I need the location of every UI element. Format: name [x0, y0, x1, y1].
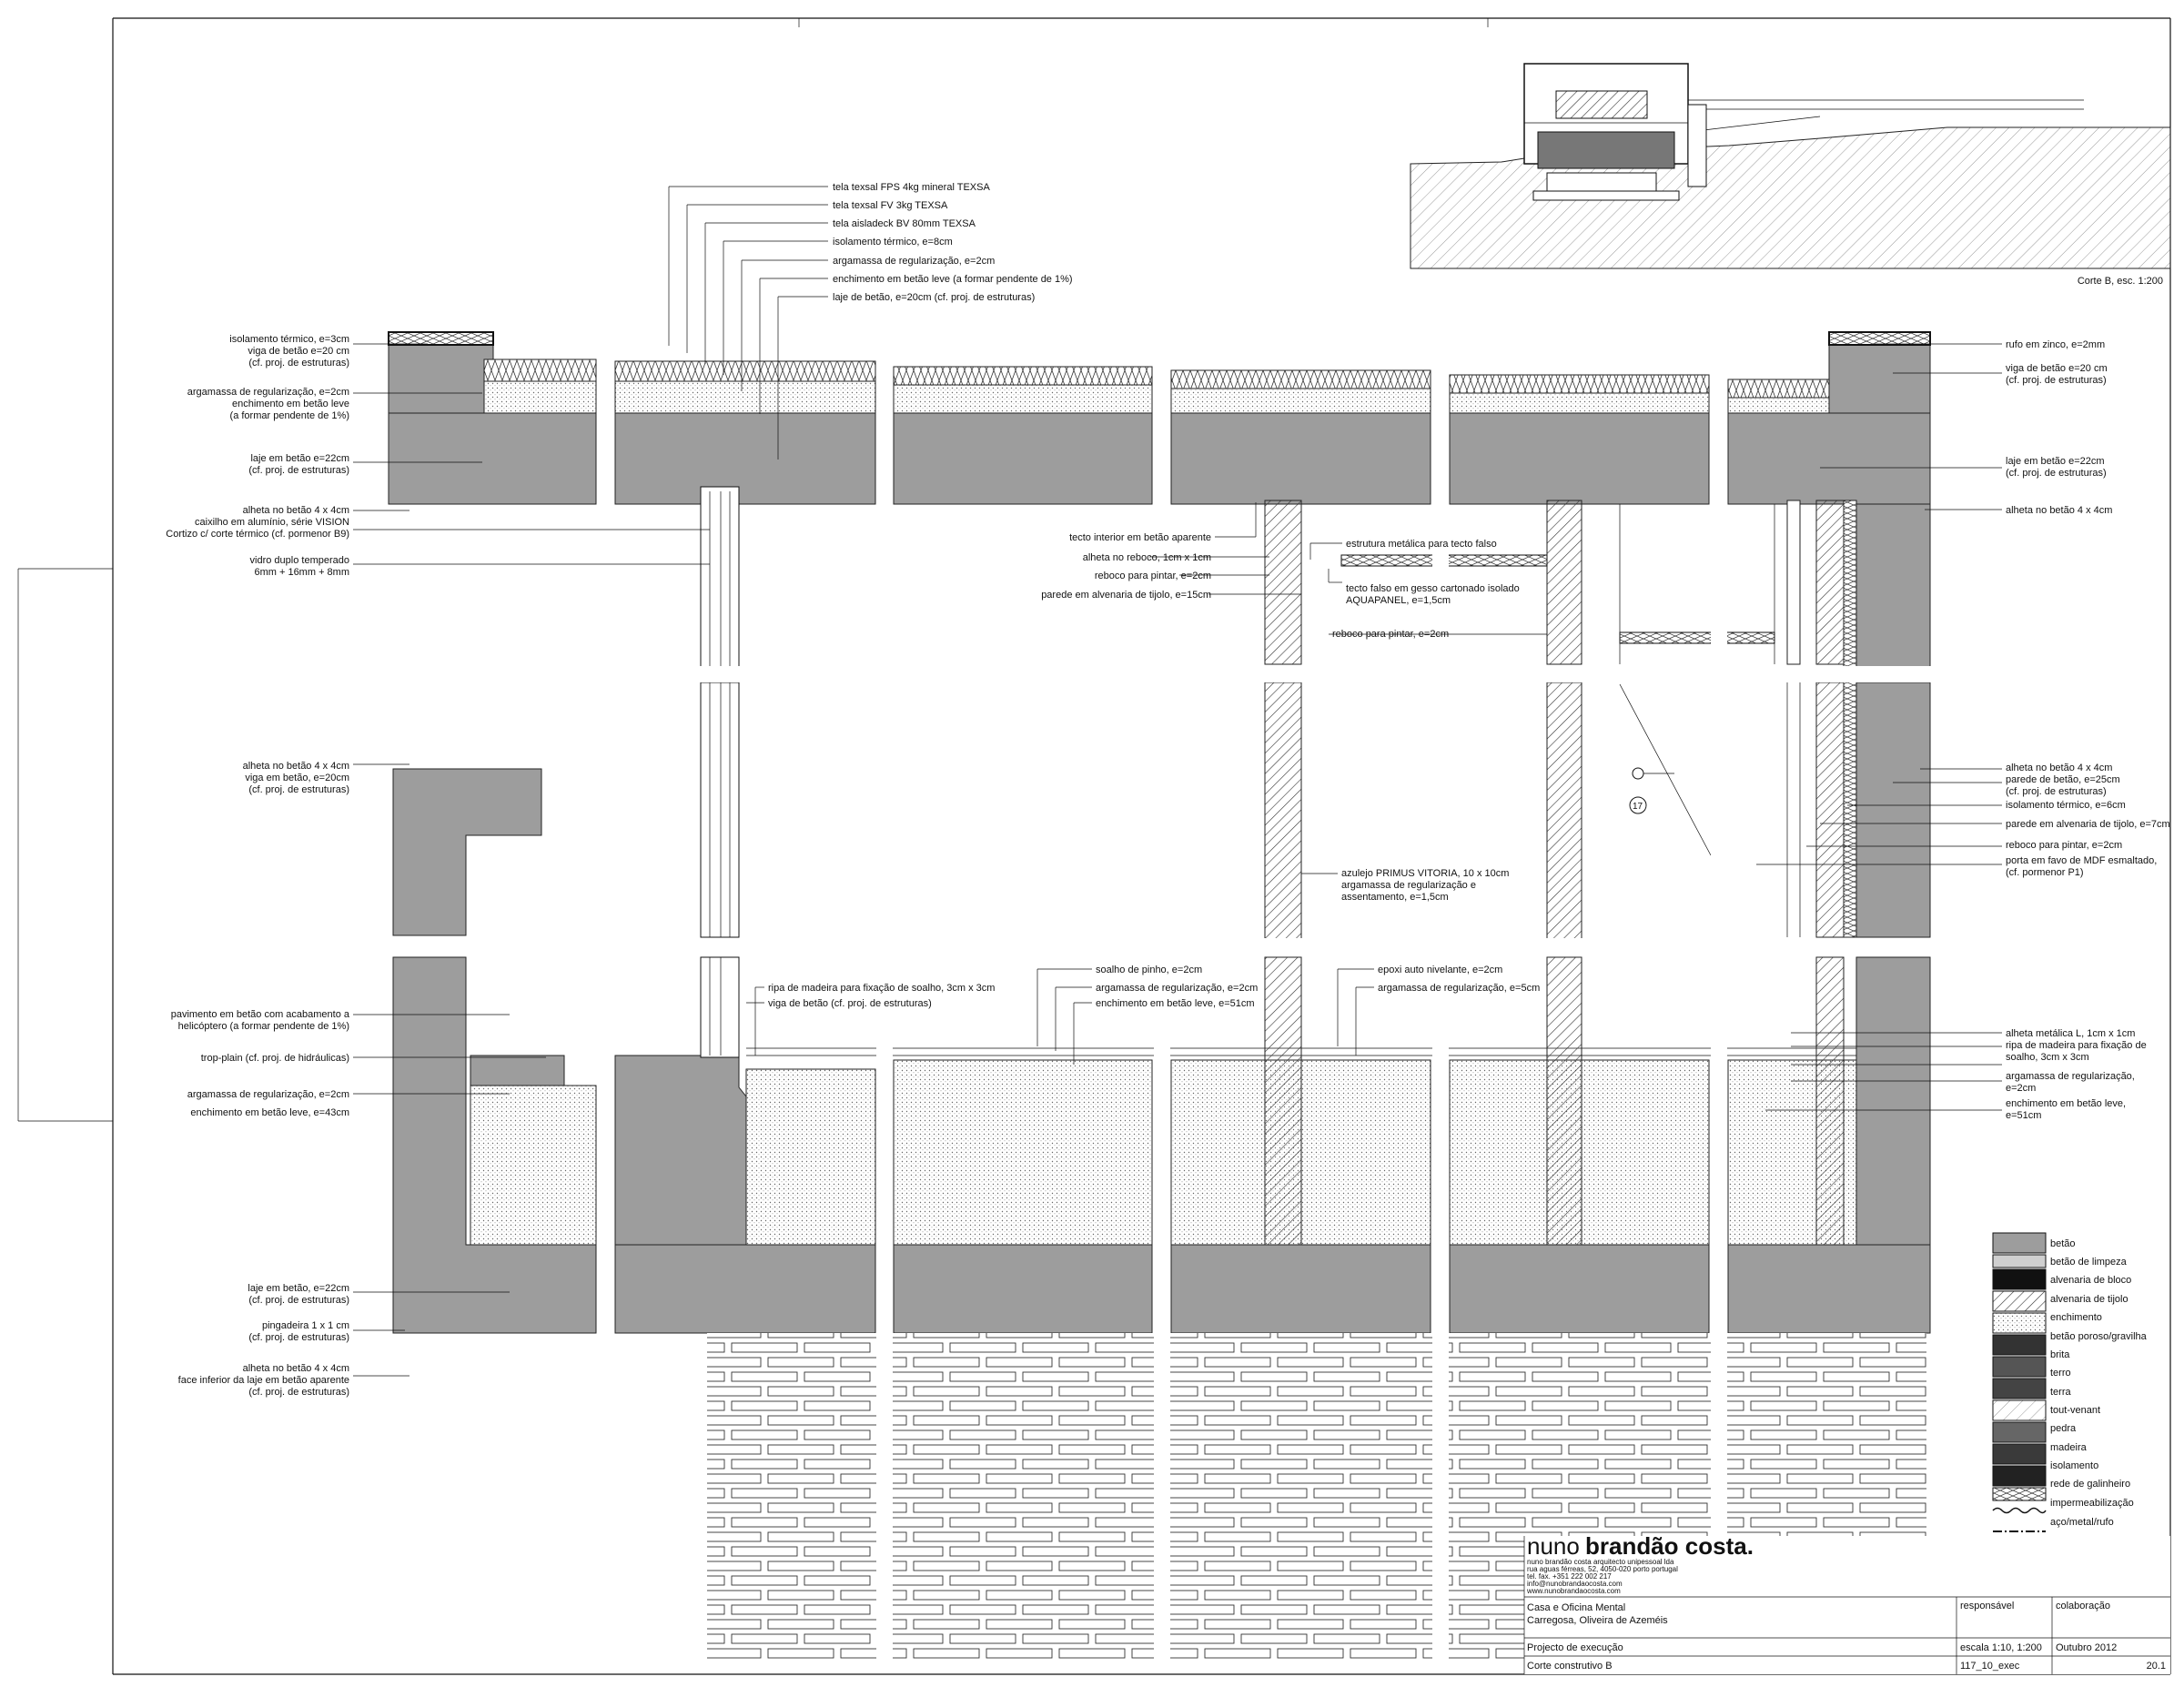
brand-light: nuno: [1527, 1532, 1580, 1560]
sheet-number: 20.1: [2146, 1661, 2166, 1672]
label-mid-6a: tecto falso em gesso cartonado isolado: [1346, 583, 1520, 594]
label-left-6b: viga em betão, e=20cm: [245, 773, 349, 783]
label-right-2b: (cf. proj. de estruturas): [2006, 375, 2107, 386]
label-left-3a: laje em betão e=22cm: [250, 453, 349, 464]
label-mid-3: reboco para pintar, e=2cm: [1094, 571, 1211, 581]
label-left-6a: alheta no betão 4 x 4cm: [242, 761, 349, 772]
legend-label-6: betão poroso/gravilha: [2050, 1331, 2147, 1342]
label-top-7: laje de betão, e=20cm (cf. proj. de estruturas): [833, 292, 1036, 303]
project-name: Casa e Oficina Mental: [1527, 1602, 1626, 1613]
label-left-9b: enchimento em betão leve, e=43cm: [190, 1107, 349, 1118]
scale: escala 1:10, 1:200: [1960, 1642, 2042, 1653]
material-legend: [1993, 1233, 2148, 1551]
lower-slab-3: [894, 1245, 1152, 1333]
legend-swatch-madeira: [1993, 1466, 2046, 1486]
lower-slab-5: [1450, 1245, 1709, 1333]
roof-slab-6: [1728, 413, 1930, 504]
label-mid-10a: soalho de pinho, e=2cm: [1096, 965, 1203, 975]
legend-label-7: brita: [2050, 1349, 2070, 1360]
label-top-6: enchimento em betão leve (a formar pendente de 1%): [833, 274, 1073, 285]
label-right-1: rufo em zinco, e=2mm: [2006, 339, 2106, 350]
label-right-7a: reboco para pintar, e=2cm: [2006, 840, 2123, 851]
label-mid-8b: argamassa de regularização e: [1341, 880, 1476, 891]
right-wall-mid: [1856, 682, 1930, 937]
label-right-7c: (cf. pormenor P1): [2006, 867, 2084, 878]
roof-slab-left: [389, 413, 596, 504]
label-mid-9b: viga de betão (cf. proj. de estruturas): [768, 998, 932, 1009]
label-right-3a: laje em betão e=22cm: [2006, 456, 2105, 467]
label-right-8a: alheta metálica L, 1cm x 1cm: [2006, 1028, 2136, 1039]
label-top-5: argamassa de regularização, e=2cm: [833, 256, 996, 267]
label-left-4a: alheta no betão 4 x 4cm: [242, 505, 349, 516]
label-left-1c: (cf. proj. de estruturas): [248, 358, 349, 369]
legend-label-15: impermeabilização: [2050, 1498, 2134, 1509]
label-mid-7: reboco para pintar, e=2cm: [1332, 629, 1450, 640]
mid-beam-left: [393, 769, 541, 935]
label-left-2c: (a formar pendente de 1%): [229, 410, 349, 421]
legend-swatch-tijolo: [1993, 1291, 2046, 1311]
legend-swatch-betao-limpeza: [1993, 1255, 2046, 1268]
legend-label-3: alvenaria de bloco: [2050, 1275, 2132, 1286]
label-mid-2: alheta no reboco, 1cm x 1cm: [1082, 552, 1211, 563]
right-wall-upper: [1856, 504, 1930, 668]
label-left-3b: (cf. proj. de estruturas): [248, 465, 349, 476]
label-right-4: alheta no betão 4 x 4cm: [2006, 505, 2113, 516]
label-right-3b: (cf. proj. de estruturas): [2006, 468, 2107, 479]
legend-label-13: isolamento: [2050, 1460, 2099, 1471]
legend-label-2: betão de limpeza: [2050, 1257, 2127, 1268]
label-left-11a: pingadeira 1 x 1 cm: [262, 1320, 349, 1331]
label-mid-8a: azulejo PRIMUS VITORIA, 10 x 10cm: [1341, 868, 1510, 879]
legend-swatch-bloco: [1993, 1269, 2046, 1289]
label-left-12c: (cf. proj. de estruturas): [248, 1387, 349, 1398]
label-right-5d: isolamento térmico, e=6cm: [2006, 800, 2126, 811]
label-top-2: tela texsal FV 3kg TEXSA: [833, 200, 948, 211]
site-section-thumbnail: [1410, 64, 2170, 268]
label-left-5b: 6mm + 16mm + 8mm: [254, 567, 349, 578]
legend-label-5: enchimento: [2050, 1312, 2102, 1323]
date: Outubro 2012: [2056, 1642, 2118, 1653]
floor-step-2: [615, 1056, 746, 1245]
label-right-9a: argamassa de regularização,: [2006, 1071, 2135, 1082]
legend-label-12: madeira: [2050, 1442, 2087, 1453]
address-line-3: tel. fax. +351 222 002 217: [1527, 1572, 1612, 1581]
label-mid-8c: assentamento, e=1,5cm: [1341, 892, 1449, 903]
left-parapet-beam: [389, 340, 493, 413]
label-left-12b: face inferior da laje em betão aparente: [177, 1375, 349, 1386]
roof-slab-3: [894, 413, 1152, 504]
label-left-12a: alheta no betão 4 x 4cm: [242, 1363, 349, 1374]
label-left-11b: (cf. proj. de estruturas): [248, 1332, 349, 1343]
legend-swatch-pedra: [1993, 1444, 2046, 1464]
legend-label-9: terra: [2050, 1387, 2071, 1398]
roof-slab-5: [1450, 413, 1709, 504]
legend-swatch-poroso: [1993, 1335, 2046, 1355]
label-right-2a: viga de betão e=20 cm: [2006, 363, 2108, 374]
sheet-title: Corte construtivo B: [1527, 1661, 1613, 1672]
legend-swatch-tout-venant: [1993, 1422, 2046, 1442]
section-scale-title: Corte B, esc. 1:200: [2077, 276, 2163, 287]
label-left-10a: laje em betão, e=22cm: [248, 1283, 349, 1294]
right-wall-lower: [1856, 957, 1930, 1245]
label-right-6: parede em alvenaria de tijolo, e=7cm: [2006, 819, 2170, 830]
address-line-2: rua aguas férreas, 52, 4050-020 porto portugal: [1527, 1565, 1678, 1573]
legend-label-10: tout-venant: [2050, 1405, 2101, 1416]
right-parapet-beam: [1829, 340, 1930, 413]
legend-swatch-isolamento: [1993, 1488, 2046, 1500]
lower-slab-4: [1171, 1245, 1431, 1333]
legend-swatch-brita: [1993, 1357, 2046, 1377]
label-left-5a: vidro duplo temperado: [249, 555, 349, 566]
label-left-2b: enchimento em betão leve: [231, 399, 349, 409]
label-right-8b: ripa de madeira para fixação de: [2006, 1040, 2147, 1051]
label-left-7b: helicóptero (a formar pendente de 1%): [177, 1021, 349, 1032]
label-mid-1: tecto interior em betão aparente: [1069, 532, 1211, 543]
label-mid-6b: AQUAPANEL, e=1,5cm: [1346, 595, 1451, 606]
legend-swatch-enchimento: [1993, 1313, 2046, 1333]
phase: Projecto de execução: [1527, 1642, 1623, 1653]
label-right-8c: soalho, 3cm x 3cm: [2006, 1052, 2089, 1063]
label-right-10a: enchimento em betão leve,: [2006, 1098, 2127, 1109]
label-top-3: tela aisladeck BV 80mm TEXSA: [833, 218, 976, 229]
label-left-10b: (cf. proj. de estruturas): [248, 1295, 349, 1306]
window-frame: [701, 487, 739, 1057]
label-left-2a: argamassa de regularização, e=2cm: [187, 387, 349, 398]
legend-swatch-terro: [1993, 1379, 2046, 1399]
label-left-4b: caixilho em alumínio, série VISION: [195, 517, 349, 528]
door-swing: [1620, 684, 1711, 855]
label-mid-11b: argamassa de regularização, e=5cm: [1378, 983, 1541, 994]
label-right-5c: (cf. proj. de estruturas): [2006, 786, 2107, 797]
address-line-1: nuno brandão costa arquitecto unipessoal lda: [1527, 1558, 1674, 1566]
title-block: [1524, 1532, 2170, 1674]
colaboracao-label: colaboração: [2056, 1601, 2110, 1611]
responsavel-label: responsável: [1960, 1601, 2015, 1611]
roof-slab-4: [1171, 413, 1431, 504]
label-left-1b: viga de betão e=20 cm: [248, 346, 349, 357]
label-right-9b: e=2cm: [2006, 1083, 2037, 1094]
address-line-5: www.nunobrandaocosta.com: [1527, 1587, 1621, 1595]
label-left-8: trop-plain (cf. proj. de hidráulicas): [200, 1053, 349, 1064]
brand-bold: brandão costa.: [1585, 1532, 1754, 1560]
legend-label-4: alvenaria de tijolo: [2050, 1294, 2128, 1305]
label-right-5b: parede de betão, e=25cm: [2006, 774, 2120, 785]
project-place: Carregosa, Oliveira de Azeméis: [1527, 1615, 1668, 1626]
floor-step-left: [470, 1056, 564, 1086]
label-mid-4: parede em alvenaria de tijolo, e=15cm: [1041, 590, 1211, 601]
lower-slab-6: [1728, 1245, 1930, 1333]
address-line-4: info@nunobrandaocosta.com: [1527, 1580, 1623, 1588]
legend-swatch-terra: [1993, 1400, 2046, 1420]
label-mid-11a: epoxi auto nivelante, e=2cm: [1378, 965, 1503, 975]
label-mid-5: estrutura metálica para tecto falso: [1346, 539, 1497, 550]
label-left-6c: (cf. proj. de estruturas): [248, 784, 349, 795]
legend-label-1: betão: [2050, 1238, 2076, 1249]
label-left-9a: argamassa de regularização, e=2cm: [187, 1089, 349, 1100]
legend-swatch-betao: [1993, 1233, 2046, 1253]
legend-label-11: pedra: [2050, 1423, 2077, 1434]
legend-label-14: rede de galinheiro: [2050, 1479, 2131, 1490]
label-top-4: isolamento térmico, e=8cm: [833, 237, 953, 247]
label-right-10b: e=51cm: [2006, 1110, 2042, 1121]
label-mid-9a: ripa de madeira para fixação de soalho, 3cm x 3cm: [768, 983, 996, 994]
door-tag: 17: [1633, 802, 1643, 812]
legend-swatch-rede: [1993, 1509, 2046, 1513]
label-right-5a: alheta no betão 4 x 4cm: [2006, 763, 2113, 773]
lower-slab-2: [615, 1245, 875, 1333]
label-left-7a: pavimento em betão com acabamento a: [170, 1009, 349, 1020]
label-left-1a: isolamento térmico, e=3cm: [229, 334, 349, 345]
drawing-code: 117_10_exec: [1960, 1661, 2020, 1672]
legend-label-16: aço/metal/rufo: [2050, 1517, 2114, 1528]
section-breaks: [364, 328, 1956, 1665]
label-left-4c: Cortizo c/ corte térmico (cf. pormenor B9): [166, 529, 349, 540]
label-right-7b: porta em favo de MDF esmaltado,: [2006, 855, 2158, 866]
label-mid-10b: argamassa de regularização, e=2cm: [1096, 983, 1259, 994]
label-top-1: tela texsal FPS 4kg mineral TEXSA: [833, 182, 990, 193]
label-mid-10c: enchimento em betão leve, e=51cm: [1096, 998, 1255, 1009]
legend-label-8: terro: [2050, 1368, 2071, 1379]
roof-slab-2: [615, 413, 875, 504]
